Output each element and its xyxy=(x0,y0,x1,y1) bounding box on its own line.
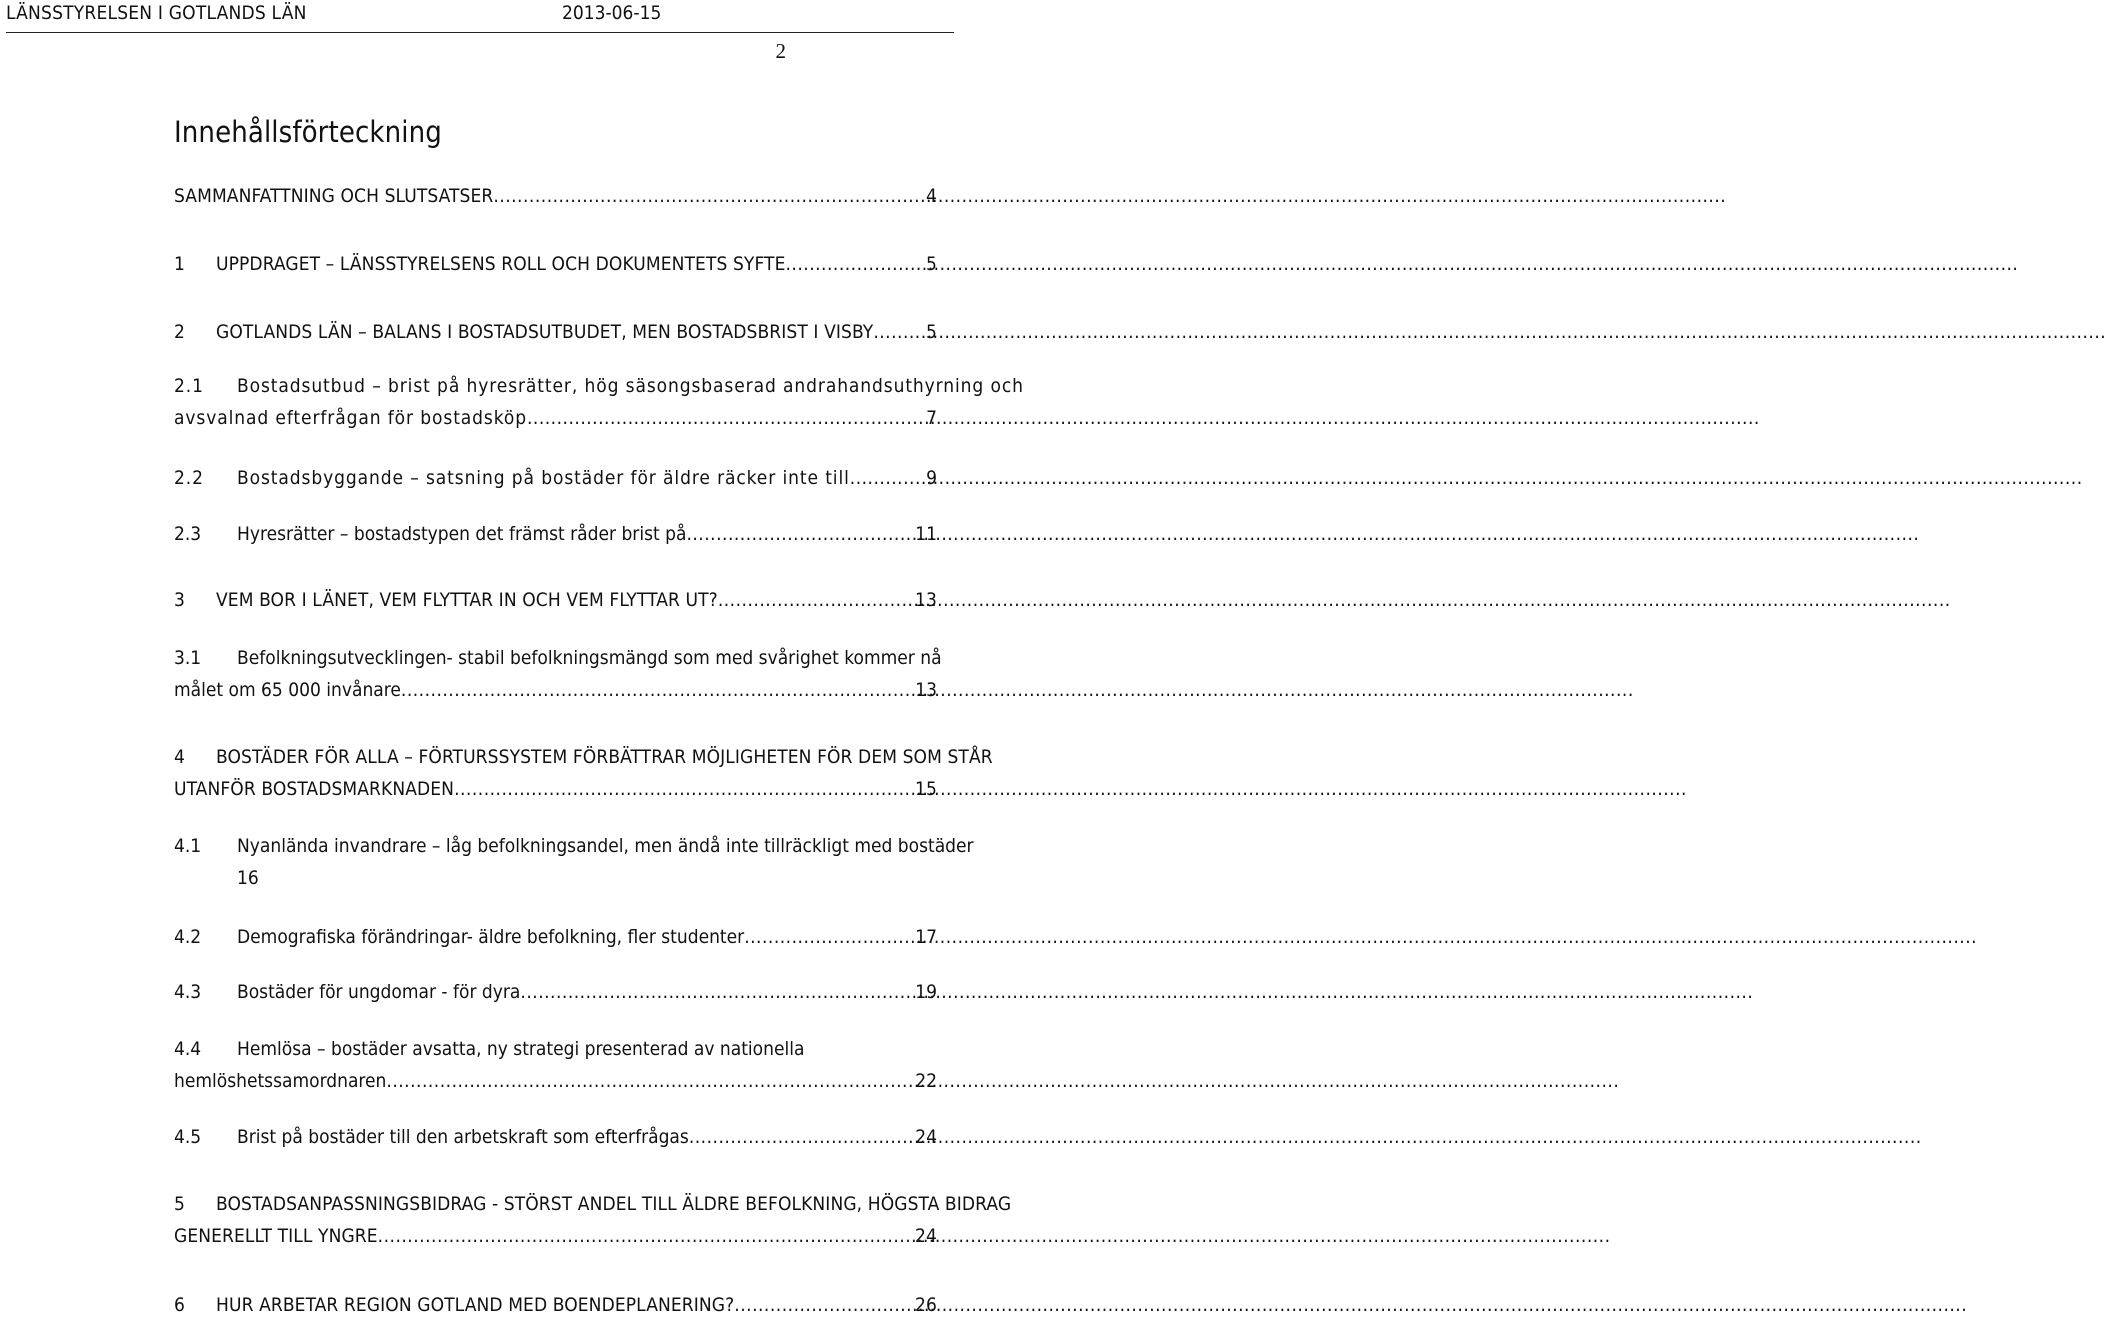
toc-entry-text-continued: UTANFÖR BOSTADSMARKNADEN xyxy=(174,778,455,800)
toc-entry-summary[interactable] xyxy=(174,180,937,212)
toc-entry-number: 4.5 xyxy=(174,1126,202,1148)
toc-leader-dots xyxy=(401,674,913,706)
toc-leader-dots xyxy=(527,402,924,434)
toc-leader-dots xyxy=(850,462,924,494)
toc-leader-dots xyxy=(689,1121,913,1153)
toc-entry-text: VEM BOR I LÄNET, VEM FLYTTAR IN OCH VEM FLYTTAR UT? xyxy=(216,589,718,611)
toc-leader-dots xyxy=(734,1289,913,1321)
toc-entry-4-3[interactable] xyxy=(174,976,937,1008)
toc-leader-dots xyxy=(785,248,924,280)
toc-entry-page: 13 xyxy=(915,589,937,611)
toc-entry-text: Befolkningsutvecklingen- stabil befolkningsmängd som med svårighet kommer nå xyxy=(237,647,942,669)
toc-entry-text: Nyanlända invandrare – låg befolkningsandel, men ändå inte tillräckligt med bostäder xyxy=(237,835,974,857)
toc-entry-text: SAMMANFATTNING OCH SLUTSATSER xyxy=(174,185,494,207)
toc-entry-page: 11 xyxy=(915,523,937,545)
toc-leader-dots xyxy=(386,1065,913,1097)
toc-entry-number: 4.2 xyxy=(174,926,202,948)
toc-entry-number: 4 xyxy=(174,746,185,768)
toc-entry-text: Hemlösa – bostäder avsatta, ny strategi presenterad av nationella xyxy=(237,1038,805,1060)
toc-entry-page: 5 xyxy=(926,253,937,275)
page-number: 2 xyxy=(775,39,786,63)
toc-entry-4-4[interactable] xyxy=(174,1033,937,1097)
toc-entry-4-5[interactable] xyxy=(174,1121,937,1153)
toc-entry-page: 13 xyxy=(915,679,937,701)
toc-entry-page: 9 xyxy=(926,467,937,489)
document-page xyxy=(0,0,1024,1316)
toc-entry-number: 4.3 xyxy=(174,981,202,1003)
toc-entry-2-2[interactable] xyxy=(174,462,937,494)
toc-leader-dots xyxy=(718,584,913,616)
toc-entry-text: Hyresrätter – bostadstypen det främst råder brist på xyxy=(237,523,687,545)
toc-entry-2-1[interactable] xyxy=(174,370,1024,434)
toc-entry-text: Bostäder för ungdomar - för dyra xyxy=(237,981,521,1003)
toc-entry-text-continued: GENERELLT TILL YNGRE xyxy=(174,1225,378,1247)
toc-entry-page: 5 xyxy=(926,321,937,343)
toc-entry-text: GOTLANDS LÄN – BALANS I BOSTADSUTBUDET, MEN BOSTADSBRIST I VISBY xyxy=(216,321,874,343)
page-header xyxy=(6,0,954,33)
toc-entry-page: 16 xyxy=(237,867,259,889)
toc-entry-page: 24 xyxy=(915,1225,937,1247)
toc-entry-number: 5 xyxy=(174,1193,185,1215)
toc-entry-text: Bostadsutbud – brist på hyresrätter, hög säsongsbaserad andrahandsuthyrning och xyxy=(237,375,1024,397)
toc-entry-page: 4 xyxy=(926,185,937,207)
toc-entry-text: UPPDRAGET – LÄNSSTYRELSENS ROLL OCH DOKUMENTETS SYFTE xyxy=(216,253,786,275)
toc-leader-dots xyxy=(744,921,913,953)
toc-entry-text-continued: avsvalnad efterfrågan för bostadsköp xyxy=(174,407,527,429)
toc-leader-dots xyxy=(378,1220,913,1252)
toc-entry-number: 3.1 xyxy=(174,647,202,669)
toc-leader-dots xyxy=(686,518,913,550)
toc-entry-text-continued: hemlöshetssamordnaren xyxy=(174,1070,387,1092)
toc-entry-2-3[interactable] xyxy=(174,518,937,550)
toc-leader-dots xyxy=(493,180,924,212)
toc-entry-text: HUR ARBETAR REGION GOTLAND MED BOENDEPLANERING? xyxy=(216,1294,735,1316)
toc-leader-dots xyxy=(873,316,924,348)
toc-entry-number: 2.3 xyxy=(174,523,202,545)
toc-entry-text: BOSTÄDER FÖR ALLA – FÖRTURSSYSTEM FÖRBÄTTRAR MÖJLIGHETEN FÖR DEM SOM STÅR xyxy=(216,746,993,768)
toc-leader-dots xyxy=(520,976,913,1008)
toc-entry-page: 7 xyxy=(926,407,937,429)
toc-entry-page: 24 xyxy=(915,1126,937,1148)
toc-entry-page: 26 xyxy=(915,1294,937,1316)
toc-entry-4-1[interactable] xyxy=(174,830,974,894)
toc-entry-6[interactable] xyxy=(174,1289,937,1321)
toc-entry-number: 4.1 xyxy=(174,835,202,857)
toc-leader-dots xyxy=(454,773,913,805)
toc-entry-text-continued: målet om 65 000 invånare xyxy=(174,679,401,701)
toc-entry-number: 2.2 xyxy=(174,467,204,489)
toc-entry-2[interactable] xyxy=(174,316,937,348)
toc-entry-page: 22 xyxy=(915,1070,937,1092)
toc-entry-number: 4.4 xyxy=(174,1038,202,1060)
toc-entry-number: 6 xyxy=(174,1294,185,1316)
toc-entry-text: Brist på bostäder till den arbetskraft som efterfrågas xyxy=(237,1126,689,1148)
toc-entry-text: Bostadsbyggande – satsning på bostäder för äldre räcker inte till xyxy=(237,467,850,489)
toc-entry-number: 1 xyxy=(174,253,185,275)
toc-entry-4-2[interactable] xyxy=(174,921,937,953)
toc-entry-3[interactable] xyxy=(174,584,937,616)
header-organization: LÄNSSTYRELSEN I GOTLANDS LÄN xyxy=(6,2,307,24)
toc-entry-number: 2.1 xyxy=(174,375,204,397)
toc-entry-text: BOSTADSANPASSNINGSBIDRAG - STÖRST ANDEL TILL ÄLDRE BEFOLKNING, HÖGSTA BIDRAG xyxy=(216,1193,1012,1215)
toc-entry-1[interactable] xyxy=(174,248,937,280)
toc-entry-page: 17 xyxy=(915,926,937,948)
toc-entry-page: 15 xyxy=(915,778,937,800)
toc-entry-3-1[interactable] xyxy=(174,642,942,706)
toc-entry-page: 19 xyxy=(915,981,937,1003)
toc-title: Innehållsförteckning xyxy=(174,115,442,149)
toc-entry-4[interactable] xyxy=(174,741,993,805)
toc-entry-5[interactable] xyxy=(174,1188,1012,1252)
toc-entry-number: 3 xyxy=(174,589,185,611)
toc-entry-number: 2 xyxy=(174,321,185,343)
header-date: 2013-06-15 xyxy=(562,2,662,24)
toc-entry-text: Demografiska förändringar- äldre befolkning, fler studenter xyxy=(237,926,745,948)
